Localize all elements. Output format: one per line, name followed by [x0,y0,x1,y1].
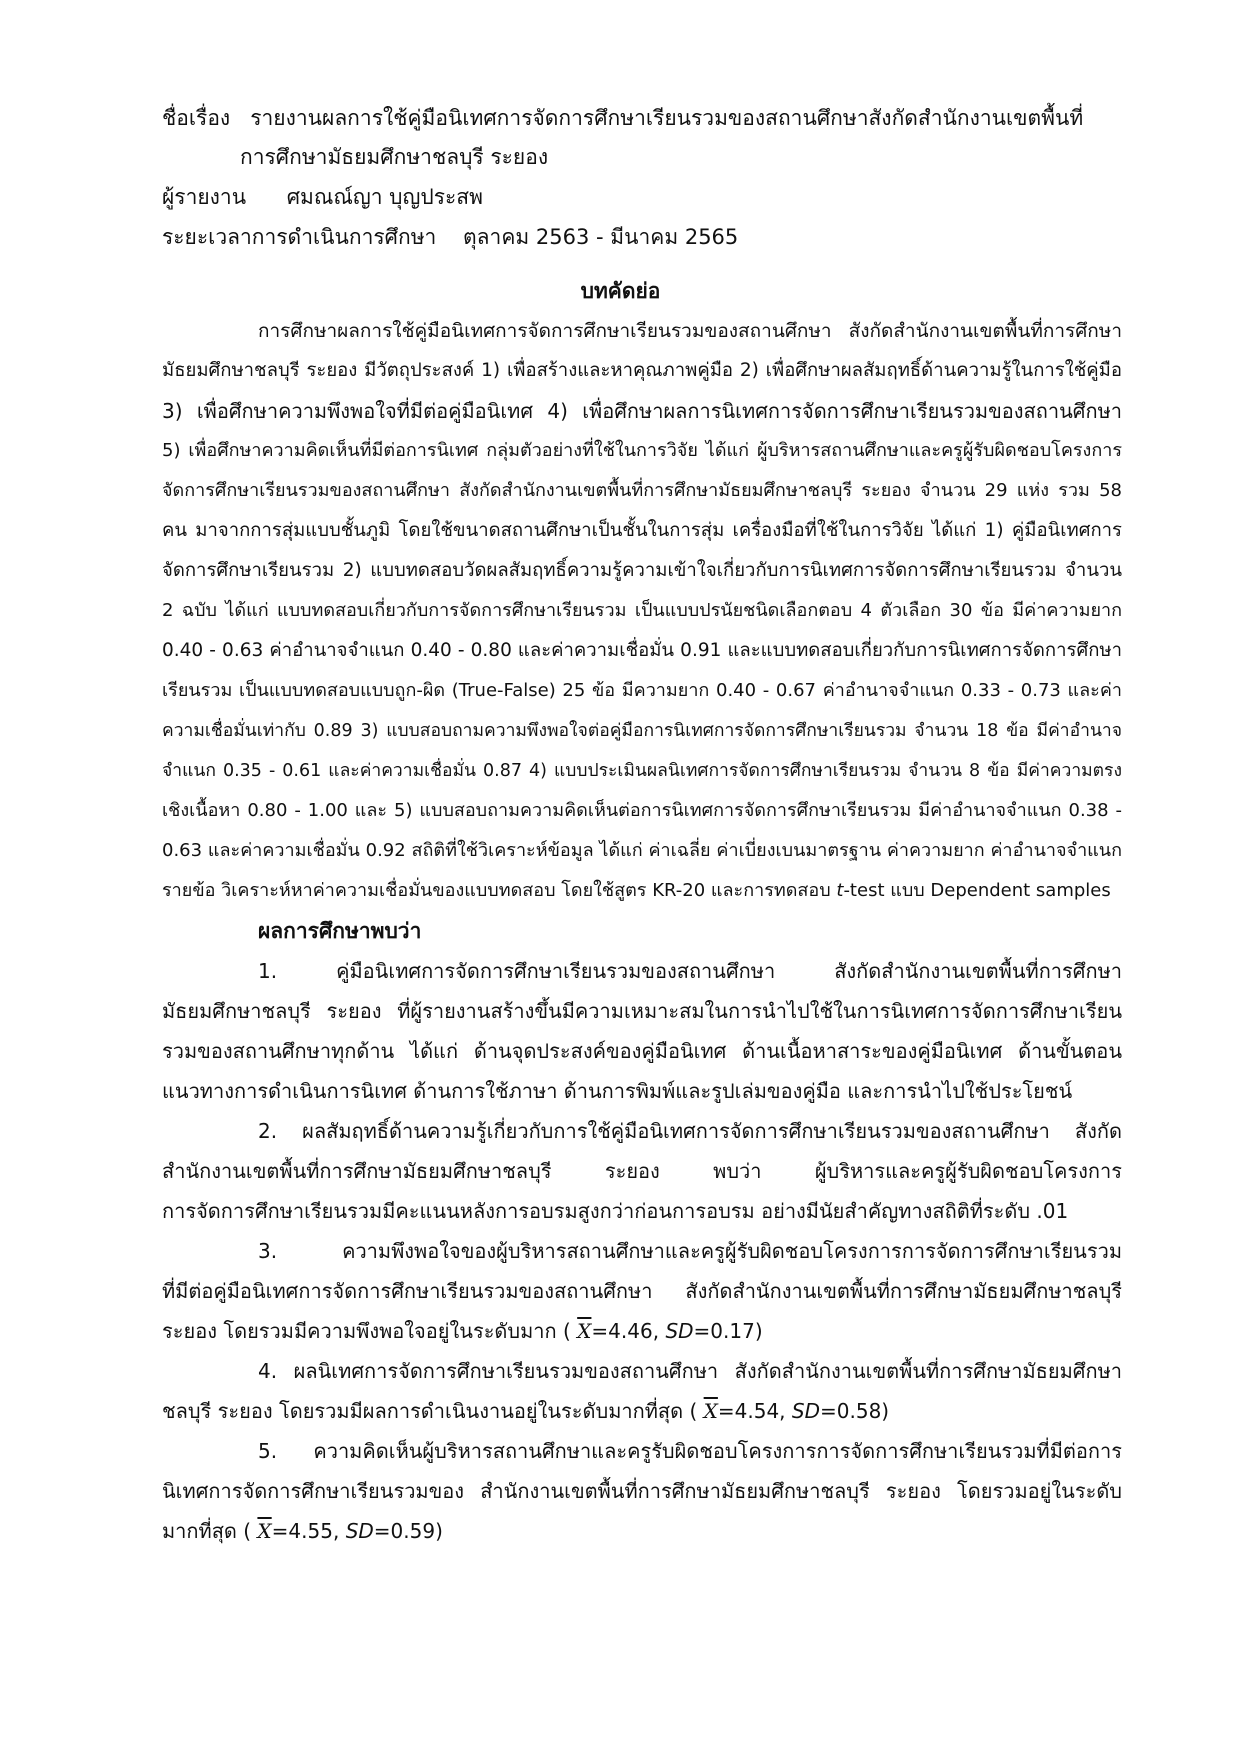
subject-text: รายงานผลการใช้คู่มือนิเทศการจัดการศึกษาเรียนรวมของสถานศึกษาสังกัดสำนักงานเขตพื้นที่ [250,106,1084,130]
abstract-line: ความเชื่อมั่นเท่ากับ 0.89 3) แบบสอบถามความพึงพอใจต่อคู่มือการนิเทศการจัดการศึกษาเรียนรวม จำนวน 18 ข้อ มีค่าอำนาจ [162,721,1122,741]
abstract-line: จำแนก 0.35 - 0.61 และค่าความเชื่อมั่น 0.87 4) แบบประเมินผลนิเทศการจัดการศึกษาเรียนรวม จำนวน 8 ข้อ มีค่าความตรง [162,761,1122,781]
reporter-line [162,183,483,211]
abstract-line: จัดการศึกษาเรียนรวม 2) แบบทดสอบวัดผลสัมฤทธิ์ความรู้ความเข้าใจเกี่ยวกับการนิเทศการจัดการศึกษาเรียนรวม จำนวน [162,560,1122,581]
finding-5-mean: =4.55, [271,1519,346,1543]
finding-3-sd: =0.17) [693,1319,763,1343]
finding-5-line: นิเทศการจัดการศึกษาเรียนรวมของ สำนักงานเขตพื้นที่การศึกษามัธยมศึกษาชลบุรี ระยอง โดยรวมอยู่ในระดับ [162,1479,1122,1503]
mean-symbol: $\overline{X}$ [703,1399,718,1423]
finding-3-text: ระยอง โดยรวมมีความพึงพอใจอยู่ในระดับมาก ( [162,1319,571,1343]
finding-5-last-line [162,1517,443,1545]
finding-4-last-line [162,1397,889,1425]
finding-1-line: รวมของสถานศึกษาทุกด้าน ได้แก่ ด้านจุดประสงค์ของคู่มือนิเทศ ด้านเนื้อหาสาระของคู่มือนิเทศ ด้านขั้นตอน [162,1039,1122,1063]
abstract-line: 0.40 - 0.63 ค่าอำนาจจำแนก 0.40 - 0.80 และค่าความเชื่อมั่น 0.91 และแบบทดสอบเกี่ยวกับการนิเทศการจัดการศึกษา [162,640,1122,661]
finding-3-line: ที่มีต่อคู่มือนิเทศการจัดการศึกษาเรียนรวมของสถานศึกษา สังกัดสำนักงานเขตพื้นที่การศึกษามัธยมศึกษาชลบุรี [162,1279,1122,1303]
abstract-title: บทคัดย่อ [580,279,661,303]
reporter-name: ศมณณ์ญา บุญประสพ [286,185,483,209]
finding-3-mean: =4.46, [591,1319,666,1343]
finding-5-sd: =0.59) [373,1519,443,1543]
abstract-line: คน มาจากการสุ่มแบบชั้นภูมิ โดยใช้ขนาดสถานศึกษาเป็นชั้นในการสุ่ม เครื่องมือที่ใช้ในการวิจัย ได้แก่ 1) คู่มือนิเทศการ [162,520,1122,541]
subject-label: ชื่อเรื่อง [162,106,231,130]
finding-3-line: 3. ความพึงพอใจของผู้บริหารสถานศึกษาและครูผู้รับผิดชอบโครงการการจัดการศึกษาเรียนรวม [258,1239,1122,1263]
abstract-line: เรียนรวม เป็นแบบทดสอบแบบถูก-ผิด (True-False) 25 ข้อ มีความยาก 0.40 - 0.67 ค่าอำนาจจำแนก 0.33 - 0.73 และค่า [162,680,1122,701]
sd-symbol: SD [791,1399,821,1423]
finding-1-line: 1. คู่มือนิเทศการจัดการศึกษาเรียนรวมของสถานศึกษา สังกัดสำนักงานเขตพื้นที่การศึกษา [258,959,1122,983]
subject-continuation: การศึกษามัธยมศึกษาชลบุรี ระยอง [240,145,549,169]
finding-2-line: สำนักงานเขตพื้นที่การศึกษามัธยมศึกษาชลบุรี ระยอง พบว่า ผู้บริหารและครูผู้รับผิดชอบโครงการ [162,1159,1122,1183]
reporter-label: ผู้รายงาน [162,185,247,209]
abstract-line: เชิงเนื้อหา 0.80 - 1.00 และ 5) แบบสอบถามความคิดเห็นต่อการนิเทศการจัดการศึกษาเรียนรวม มีค่าอำนาจจำแนก 0.38 - [162,800,1122,821]
abstract-last-text: รายข้อ วิเคราะห์หาค่าความเชื่อมั่นของแบบทดสอบ โดยใช้สูตร KR-20 และการทดสอบ [162,880,837,901]
abstract-line: จัดการศึกษาเรียนรวมของสถานศึกษา สังกัดสำนักงานเขตพื้นที่การศึกษามัธยมศึกษาชลบุรี ระยอง จำนวน 29 แห่ง รวม 58 [162,480,1122,501]
period-line [162,223,738,251]
period-label: ระยะเวลาการดำเนินการศึกษา [162,225,437,249]
abstract-line: มัธยมศึกษาชลบุรี ระยอง มีวัตถุประสงค์ 1) เพื่อสร้างและหาคุณภาพคู่มือ 2) เพื่อศึกษาผลสัมฤทธิ์ด้านความรู้ในการใช้คู่มือ [162,360,1122,381]
mean-symbol: $\overline{X}$ [257,1519,272,1543]
mean-symbol: $\overline{X}$ [577,1319,592,1343]
finding-4-text: ชลบุรี ระยอง โดยรวมมีผลการดำเนินงานอยู่ในระดับมากที่สุด ( [162,1399,698,1423]
abstract-last-line [162,877,1111,905]
finding-1-line: มัธยมศึกษาชลบุรี ระยอง ที่ผู้รายงานสร้างขึ้นมีความเหมาะสมในการนำไปใช้ในการนิเทศการจัดการศึกษาเรียน [162,999,1122,1023]
finding-5-text: มากที่สุด ( [162,1519,252,1543]
findings-heading: ผลการศึกษาพบว่า [258,919,422,943]
finding-4-sd: =0.58) [820,1399,890,1423]
abstract-line: การศึกษาผลการใช้คู่มือนิเทศการจัดการศึกษาเรียนรวมของสถานศึกษา สังกัดสำนักงานเขตพื้นที่การศึกษา [258,320,1122,342]
abstract-line: 5) เพื่อศึกษาความคิดเห็นที่มีต่อการนิเทศ กลุ่มตัวอย่างที่ใช้ในการวิจัย ได้แก่ ผู้บริหารสถานศึกษาและครูผู้รับผิดชอบโครงการ [162,440,1122,461]
abstract-line: 2 ฉบับ ได้แก่ แบบทดสอบเกี่ยวกับการจัดการศึกษาเรียนรวม เป็นแบบปรนัยชนิดเลือกตอบ 4 ตัวเลือก 30 ข้อ มีค่าความยาก [162,600,1122,621]
finding-2-line: 2. ผลสัมฤทธิ์ด้านความรู้เกี่ยวกับการใช้คู่มือนิเทศการจัดการศึกษาเรียนรวมของสถานศึกษา สังกัด [258,1119,1122,1143]
sd-symbol: SD [345,1519,374,1543]
finding-3-last-line [162,1317,763,1345]
period-value: ตุลาคม 2563 - มีนาคม 2565 [463,225,739,249]
abstract-line: 3) เพื่อศึกษาความพึงพอใจที่มีต่อคู่มือนิเทศ 4) เพื่อศึกษาผลการนิเทศการจัดการศึกษาเรียนรวมของสถานศึกษา [162,399,1122,423]
finding-5-line: 5. ความคิดเห็นผู้บริหารสถานศึกษาและครูรับผิดชอบโครงการการจัดการศึกษาเรียนรวมที่มีต่อการ [258,1439,1122,1463]
finding-4-line: 4. ผลนิเทศการจัดการศึกษาเรียนรวมของสถานศึกษา สังกัดสำนักงานเขตพื้นที่การศึกษามัธยมศึกษา [258,1359,1122,1383]
t-test-symbol: t [836,880,844,901]
finding-2-line: การจัดการศึกษาเรียนรวมมีคะแนนหลังการอบรมสูงกว่าก่อนการอบรม อย่างมีนัยสำคัญทางสถิติที่ระดับ .01 [162,1199,1069,1223]
abstract-last-tail: -test แบบ Dependent samples [843,880,1111,901]
subject-line [162,104,1083,132]
finding-4-mean: =4.54, [717,1399,792,1423]
finding-1-line: แนวทางการดำเนินการนิเทศ ด้านการใช้ภาษา ด้านการพิมพ์และรูปเล่มของคู่มือ และการนำไปใช้ประโยชน์ [162,1079,1073,1103]
abstract-line: 0.63 และค่าความเชื่อมั่น 0.92 สถิติที่ใช้วิเคราะห์ข้อมูล ได้แก่ ค่าเฉลี่ย ค่าเบี่ยงเบนมาตรฐาน ค่าความยาก ค่าอำนาจจำแนก [162,840,1122,861]
sd-symbol: SD [665,1319,694,1343]
